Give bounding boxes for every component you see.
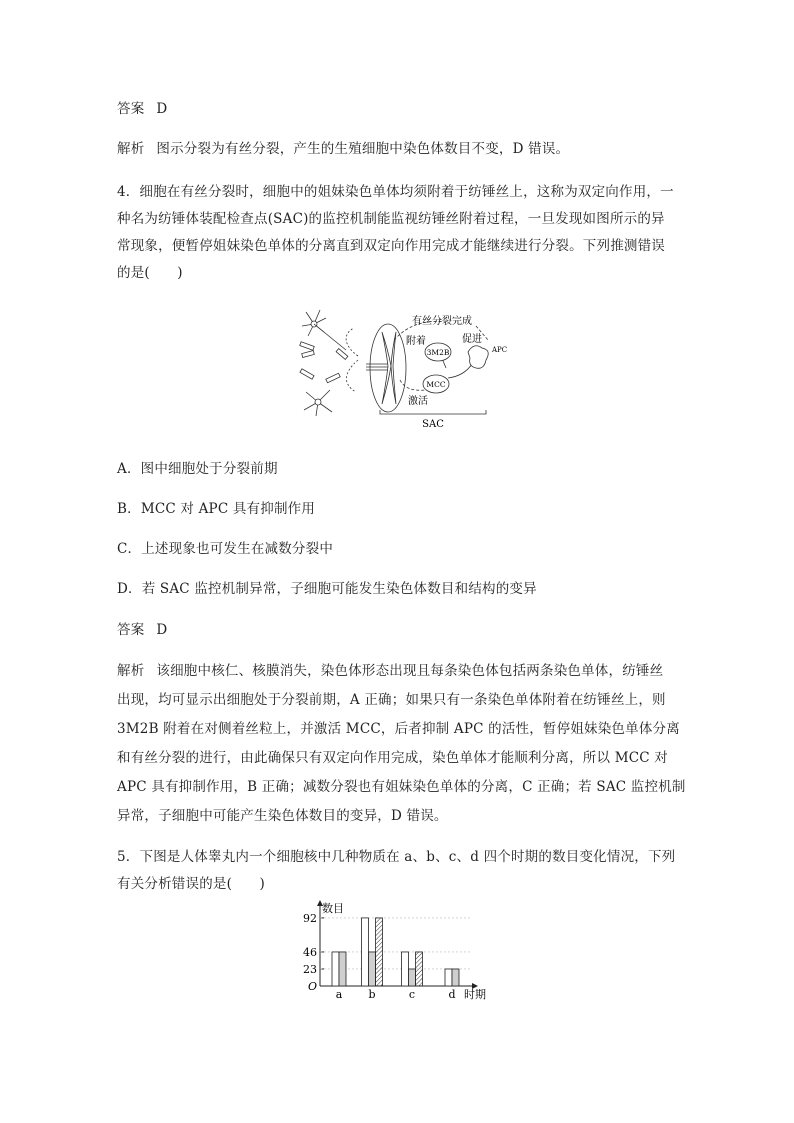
q4-analysis-line-3: 3M2B 附着在对侧着丝粒上，并激活 MCC，后者抑制 APC 的活性，暂停姐妹染色单体分离: [117, 721, 680, 737]
bar-b-series-0: [362, 918, 369, 986]
bars: [332, 918, 459, 986]
q3-analysis-line: [117, 137, 569, 157]
q5-bar-chart: [290, 898, 500, 1003]
q4-analysis-line-5: APC 具有抑制作用，B 正确；减数分裂也有姐妹染色单体的分离，C 正确；若 SAC 监控机制: [117, 779, 686, 795]
promote-label: 促进: [462, 334, 482, 345]
spindle-pole-bottom-icon: [304, 390, 332, 416]
q4-option-a: A．图中细胞处于分裂前期: [117, 461, 278, 477]
bar-a-series-0: [332, 952, 339, 986]
q4-analysis-line-6: 异常，子细胞中可能产生染色体数目的变异，D 错误。: [117, 808, 448, 824]
answer-label: 答案: [117, 101, 145, 117]
sac-label: SAC: [422, 419, 444, 430]
q4-option-c: C．上述现象也可发生在减数分裂中: [117, 541, 334, 557]
q3-answer-line: [117, 97, 167, 117]
bar-d-series-1: [452, 969, 459, 986]
spindle-pole-top-icon: [302, 310, 346, 350]
q4-stem-line-3: 常现象，便暂停姐妹染色单体的分离直到双定向作用完成才能继续进行分裂。下列推测错误: [117, 238, 665, 254]
q3-analysis: 图示分裂为有丝分裂，产生的生殖细胞中染色体数目不变，D 错误。: [156, 141, 570, 157]
x-axis-label: 时期: [464, 988, 486, 1001]
attach-label: 附着: [406, 336, 426, 347]
mcc-label: MCC: [426, 380, 446, 389]
sac-mechanism-figure: [296, 300, 512, 430]
y-tick-label: 46: [303, 945, 317, 959]
y-ticks: [303, 912, 470, 976]
q4-analysis-text-1: 该细胞中核仁、核膜消失，染色体形态出现且每条染色体包括两条染色单体，纺锤丝: [156, 663, 664, 679]
mcc-node: [423, 375, 449, 393]
sac-bracket: [380, 410, 486, 414]
bar-b-series-1: [369, 952, 376, 986]
activate-label: 激活: [408, 396, 428, 407]
answer-label: 答案: [117, 622, 145, 638]
3m2b-label: 3M2B: [426, 348, 450, 357]
q4-option-b: B．MCC 对 APC 具有抑制作用: [117, 501, 316, 517]
bar-c-series-2: [416, 952, 423, 986]
q4-answer-line: [117, 618, 167, 638]
q4-stem-line-4: 的是( ): [117, 265, 183, 281]
q4-analysis-line-1: [117, 659, 663, 679]
category-label-a: a: [335, 988, 343, 1001]
bar-c-series-0: [402, 952, 409, 986]
origin-label: O: [308, 980, 318, 993]
q4-answer: D: [156, 622, 168, 638]
free-chromosome-icon: [300, 342, 348, 383]
bar-c-series-1: [409, 969, 416, 986]
mitosis-complete-label: 有丝分裂完成: [412, 316, 472, 327]
category-label-b: b: [368, 988, 376, 1001]
x-categories: [336, 988, 456, 1001]
q4-analysis-line-2: 出现，均可显示出细胞处于分裂前期，A 正确；如果只有一条染色单体附着在纺锤丝上，则: [117, 692, 666, 708]
bar-a-series-1: [339, 952, 346, 986]
apc-label: APC: [492, 346, 508, 354]
bar-b-series-2: [376, 918, 383, 986]
category-label-c: c: [408, 988, 416, 1001]
bar-d-series-0: [445, 969, 452, 986]
analysis-label: 解析: [117, 663, 145, 679]
q3-answer: D: [156, 101, 168, 117]
analysis-label: 解析: [117, 141, 145, 157]
category-label-d: d: [448, 988, 456, 1001]
q4-option-d: D．若 SAC 监控机制异常，子细胞可能发生染色体数目和结构的变异: [117, 581, 537, 597]
q5-stem-line-2: 有关分析错误的是( ): [117, 876, 265, 892]
q4-stem-line-2: 种名为纺锤体装配检查点(SAC)的监控机制能监视纺锤丝附着过程，一旦发现如图所示的异: [117, 211, 665, 227]
y-tick-label: 23: [303, 962, 317, 976]
q5-stem-line-1: 5．下图是人体睾丸内一个细胞核中几种物质在 a、b、c、d 四个时期的数目变化情况，下列: [117, 849, 676, 865]
y-axis-label: 数目: [322, 902, 344, 915]
y-tick-label: 92: [303, 911, 317, 925]
3m2b-node: [425, 343, 451, 361]
q4-analysis-line-4: 和有丝分裂的进行，由此确保只有双定向作用完成，染色单体才能顺利分离，所以 MCC 对: [117, 750, 668, 766]
q4-stem-line-1: 4．细胞在有丝分裂时，细胞中的姐妹染色单体均须附着于纺锤丝上，这称为双定向作用，一: [117, 184, 674, 200]
apc-node: [468, 346, 507, 369]
